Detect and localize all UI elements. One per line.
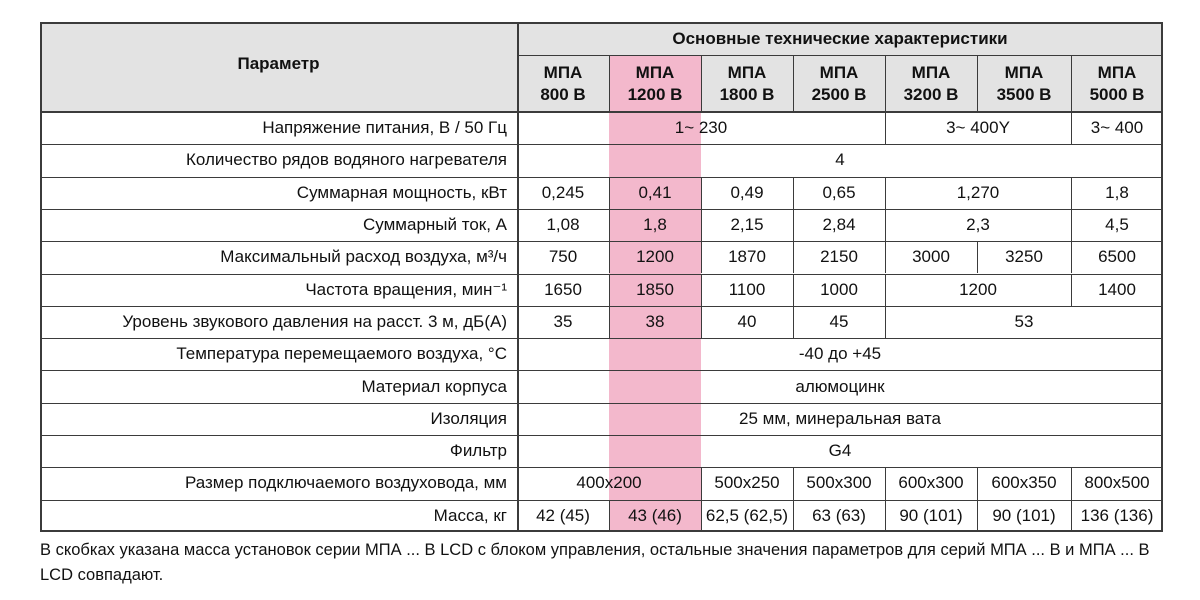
row-label: Масса, кг: [433, 505, 507, 525]
model-size: 3500 В: [996, 84, 1052, 104]
table-divider: [793, 55, 794, 112]
footnote: В скобках указана масса установок серии МПА ... В LCD с блоком управления, остальные значения параметров для серий МПА ... В и МПА ... В LCD совпадают.: [40, 541, 1150, 584]
model-header: [609, 55, 701, 112]
table-rule: [40, 209, 1163, 210]
table-divider: [977, 467, 978, 499]
value-cell: 800x500: [1084, 473, 1150, 493]
table-divider: [701, 500, 702, 532]
value-cell: 3~ 400: [1090, 118, 1144, 138]
value-cell: 750: [548, 247, 578, 267]
table-divider: [1071, 274, 1072, 306]
model-series: МПА: [819, 62, 859, 82]
table-rule: [40, 241, 1163, 242]
table-divider: [885, 274, 886, 306]
row-label: Уровень звукового давления на расст. 3 м, дБ(А): [122, 311, 507, 331]
table-divider: [701, 177, 702, 209]
table-divider: [609, 500, 610, 532]
table-divider: [609, 55, 610, 112]
model-size: 3200 В: [903, 84, 959, 104]
param-header: Параметр: [237, 54, 320, 73]
value-cell: 53: [1014, 311, 1034, 331]
model-header: [517, 55, 609, 112]
table-divider: [701, 209, 702, 241]
value-cell: 1100: [728, 279, 766, 299]
table-divider: [40, 22, 42, 532]
table-divider: [1071, 112, 1072, 144]
table-rule: [40, 403, 1163, 404]
model-header: [793, 55, 885, 112]
model-size: 800 В: [540, 84, 586, 104]
value-cell: алюмоцинк: [795, 376, 885, 396]
group-header: Основные технические характеристики: [672, 28, 1008, 48]
row-label: Изоляция: [430, 408, 507, 428]
table-rule: [40, 306, 1163, 307]
value-cell: 1,8: [643, 215, 667, 235]
table-divider: [609, 306, 610, 338]
value-cell: 1400: [1098, 279, 1136, 299]
table-divider: [793, 500, 794, 532]
value-cell: -40 до +45: [798, 344, 882, 364]
value-cell: 63 (63): [812, 505, 866, 525]
value-cell: 1,270: [956, 182, 1000, 202]
table-divider: [793, 274, 794, 306]
table-divider: [701, 274, 702, 306]
row-label: Частота вращения, мин⁻¹: [305, 279, 507, 299]
value-cell: 1200: [636, 247, 674, 267]
value-cell: 6500: [1098, 247, 1136, 267]
row-label: Суммарный ток, А: [363, 215, 507, 235]
model-size: 1800 В: [719, 84, 775, 104]
table-divider: [885, 306, 886, 338]
model-series: МПА: [911, 62, 951, 82]
table-divider: [701, 467, 702, 499]
table-divider: [1071, 209, 1072, 241]
value-cell: 3~ 400Y: [946, 118, 1010, 138]
value-cell: 45: [829, 311, 849, 331]
value-cell: 43 (46): [628, 505, 682, 525]
value-cell: 90 (101): [899, 505, 963, 525]
table-rule: [40, 274, 1163, 275]
value-cell: 35: [553, 311, 573, 331]
table-rule: [40, 144, 1163, 145]
model-header: [977, 55, 1071, 112]
table-rule: [40, 467, 1163, 468]
value-cell: 90 (101): [992, 505, 1056, 525]
value-cell: 1650: [544, 279, 582, 299]
table-divider: [517, 22, 519, 532]
model-series: МПА: [1004, 62, 1044, 82]
value-cell: 0,65: [822, 182, 856, 202]
row-label: Напряжение питания, В / 50 Гц: [262, 118, 507, 138]
table-divider: [701, 241, 702, 273]
table-divider: [1071, 467, 1072, 499]
value-cell: G4: [828, 441, 852, 461]
value-cell: 1000: [820, 279, 858, 299]
model-header: [1071, 55, 1163, 112]
value-cell: 4: [835, 150, 845, 170]
value-cell: 500x250: [714, 473, 780, 493]
table-divider: [701, 306, 702, 338]
value-cell: 1,8: [1105, 182, 1129, 202]
table-divider: [701, 55, 702, 112]
table-divider: [977, 55, 978, 112]
value-cell: 1850: [636, 279, 674, 299]
value-cell: 1~ 230: [674, 118, 728, 138]
value-cell: 2,84: [822, 215, 856, 235]
row-label: Максимальный расход воздуха, м³/ч: [220, 247, 507, 267]
model-size: 5000 В: [1089, 84, 1145, 104]
value-cell: 4,5: [1105, 215, 1129, 235]
model-series: МПА: [1097, 62, 1137, 82]
table-divider: [609, 209, 610, 241]
model-series: МПА: [635, 62, 675, 82]
table-rule: [40, 111, 1163, 113]
table-divider: [885, 241, 886, 273]
value-cell: 0,41: [638, 182, 672, 202]
value-cell: 0,49: [730, 182, 764, 202]
table-divider: [885, 500, 886, 532]
table-divider: [885, 177, 886, 209]
value-cell: 40: [737, 311, 757, 331]
value-cell: 3250: [1005, 247, 1043, 267]
table-divider: [609, 274, 610, 306]
model-size: 2500 В: [811, 84, 867, 104]
model-size: 1200 В: [627, 84, 683, 104]
table-divider: [1071, 55, 1072, 112]
value-cell: 1200: [959, 279, 997, 299]
table-divider: [793, 241, 794, 273]
value-cell: 25 мм, минеральная вата: [739, 408, 941, 428]
row-label: Количество рядов водяного нагревателя: [186, 150, 507, 170]
table-rule: [40, 500, 1163, 501]
row-label: Размер подключаемого воздуховода, мм: [184, 473, 507, 493]
value-cell: 500x300: [806, 473, 872, 493]
row-label: Температура перемещаемого воздуха, °С: [176, 344, 507, 364]
model-header: [701, 55, 793, 112]
row-label: Фильтр: [449, 441, 507, 461]
table-rule: [40, 530, 1163, 532]
table-divider: [1071, 500, 1072, 532]
table-divider: [1161, 22, 1163, 532]
model-header: [885, 55, 977, 112]
value-cell: 2150: [820, 247, 858, 267]
table-rule: [40, 177, 1163, 178]
table-rule: [40, 338, 1163, 339]
table-rule: [40, 370, 1163, 371]
table-rule: [40, 22, 1163, 24]
value-cell: 42 (45): [536, 505, 590, 525]
value-cell: 600x350: [991, 473, 1057, 493]
row-label: Материал корпуса: [361, 376, 507, 396]
value-cell: 38: [645, 311, 665, 331]
value-cell: 62,5 (62,5): [705, 505, 789, 525]
table-divider: [885, 209, 886, 241]
table-rule: [40, 435, 1163, 436]
table-divider: [1071, 177, 1072, 209]
value-cell: 136 (136): [1080, 505, 1154, 525]
table-divider: [793, 177, 794, 209]
table-divider: [609, 177, 610, 209]
table-divider: [1071, 241, 1072, 273]
table-divider: [793, 209, 794, 241]
value-cell: 2,15: [730, 215, 764, 235]
model-series: МПА: [727, 62, 767, 82]
value-cell: 3000: [912, 247, 950, 267]
row-label: Суммарная мощность, кВт: [296, 182, 507, 202]
table-divider: [793, 467, 794, 499]
table-divider: [977, 241, 978, 273]
table-rule: [517, 55, 1163, 56]
table-divider: [609, 241, 610, 273]
model-series: МПА: [543, 62, 583, 82]
value-cell: 1870: [728, 247, 766, 267]
value-cell: 2,3: [966, 215, 990, 235]
table-divider: [885, 55, 886, 112]
table-divider: [793, 306, 794, 338]
table-divider: [977, 500, 978, 532]
table-divider: [885, 467, 886, 499]
table-divider: [885, 112, 886, 144]
value-cell: 0,245: [541, 182, 585, 202]
value-cell: 1,08: [546, 215, 580, 235]
value-cell: 600x300: [898, 473, 964, 493]
value-cell: 400x200: [576, 473, 642, 493]
